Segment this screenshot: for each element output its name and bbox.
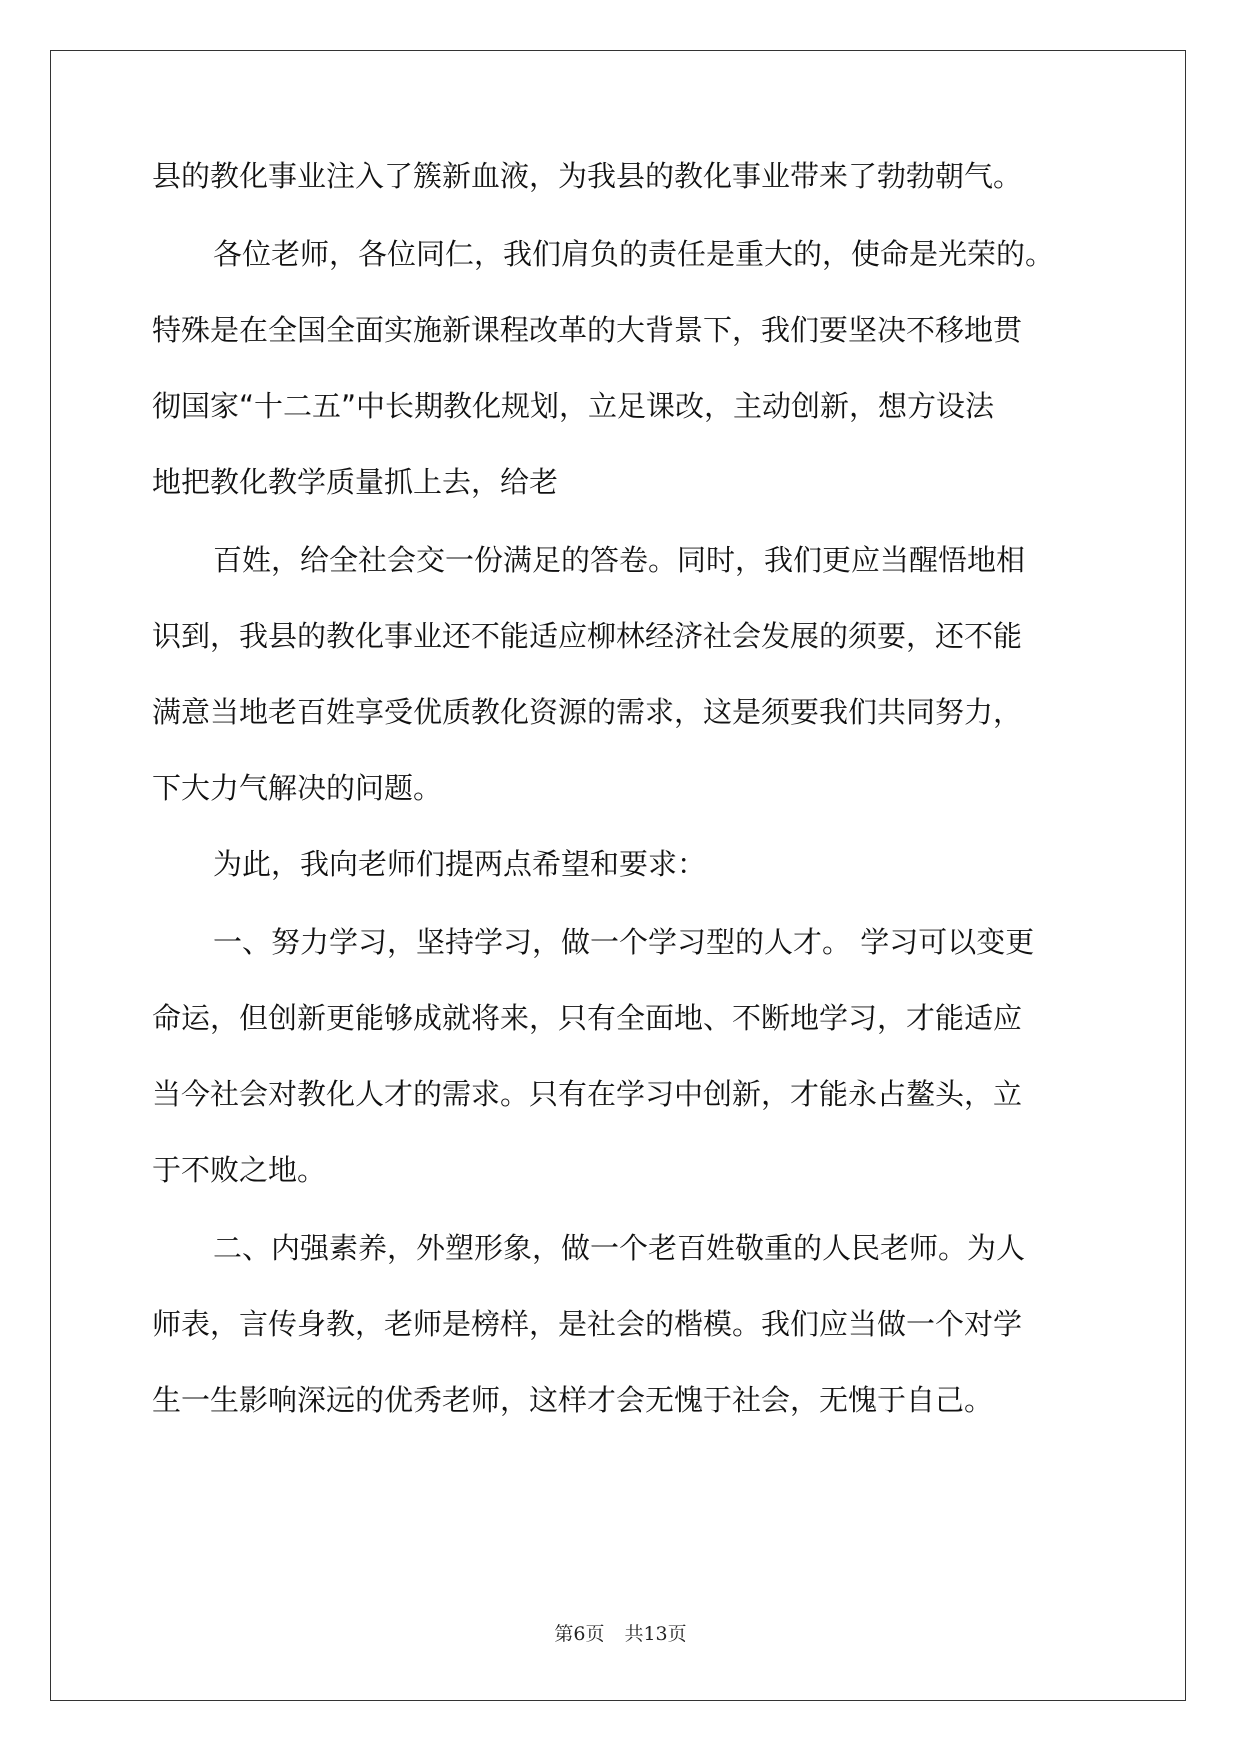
body-text-line: 生一生影响深远的优秀老师，这样才会无愧于社会，无愧于自己。 [152,1383,994,1417]
paragraph-start-line: 一、努力学习，坚持学习，做一个学习型的人才。 学习可以变更 [213,925,1035,959]
body-text-line: 地把教化教学质量抓上去，给老 [152,465,559,499]
page-footer [0,1622,1241,1646]
body-text-line: 下大力气解决的问题。 [152,771,443,805]
body-text-line: 识到，我县的教化事业还不能适应柳林经济社会发展的须要，还不能 [152,619,1023,653]
body-text-line: 满意当地老百姓享受优质教化资源的需求，这是须要我们共同努力， [152,695,1023,729]
body-text-line: 当今社会对教化人才的需求。只有在学习中创新，才能永占鳌头，立 [152,1077,1023,1111]
page-number-total: 共13页 [624,1623,687,1645]
body-text-line: 特殊是在全国全面实施新课程改革的大背景下，我们要坚决不移地贯 [152,313,1023,347]
paragraph-start-line: 二、内强素养，外塑形象，做一个老百姓敬重的人民老师。为人 [213,1231,1026,1265]
body-text-line: 县的教化事业注入了簇新血液，为我县的教化事业带来了勃勃朝气。 [152,159,1023,193]
body-text-line: 师表，言传身教，老师是榜样，是社会的楷模。我们应当做一个对学 [152,1307,1023,1341]
body-text-line: 于不败之地。 [152,1153,327,1187]
paragraph-start-line: 为此，我向老师们提两点希望和要求： [213,847,707,881]
paragraph-start-line: 各位老师，各位同仁，我们肩负的责任是重大的，使命是光荣的。 [213,237,1055,271]
body-text-line: 彻国家“十二五”中长期教化规划，立足课改，主动创新，想方设法 [152,389,995,423]
paragraph-start-line: 百姓，给全社会交一份满足的答卷。同时，我们更应当醒悟地相 [213,543,1026,577]
page-number-current: 第6页 [554,1623,605,1645]
body-text-line: 命运，但创新更能够成就将来，只有全面地、不断地学习，才能适应 [152,1001,1023,1035]
